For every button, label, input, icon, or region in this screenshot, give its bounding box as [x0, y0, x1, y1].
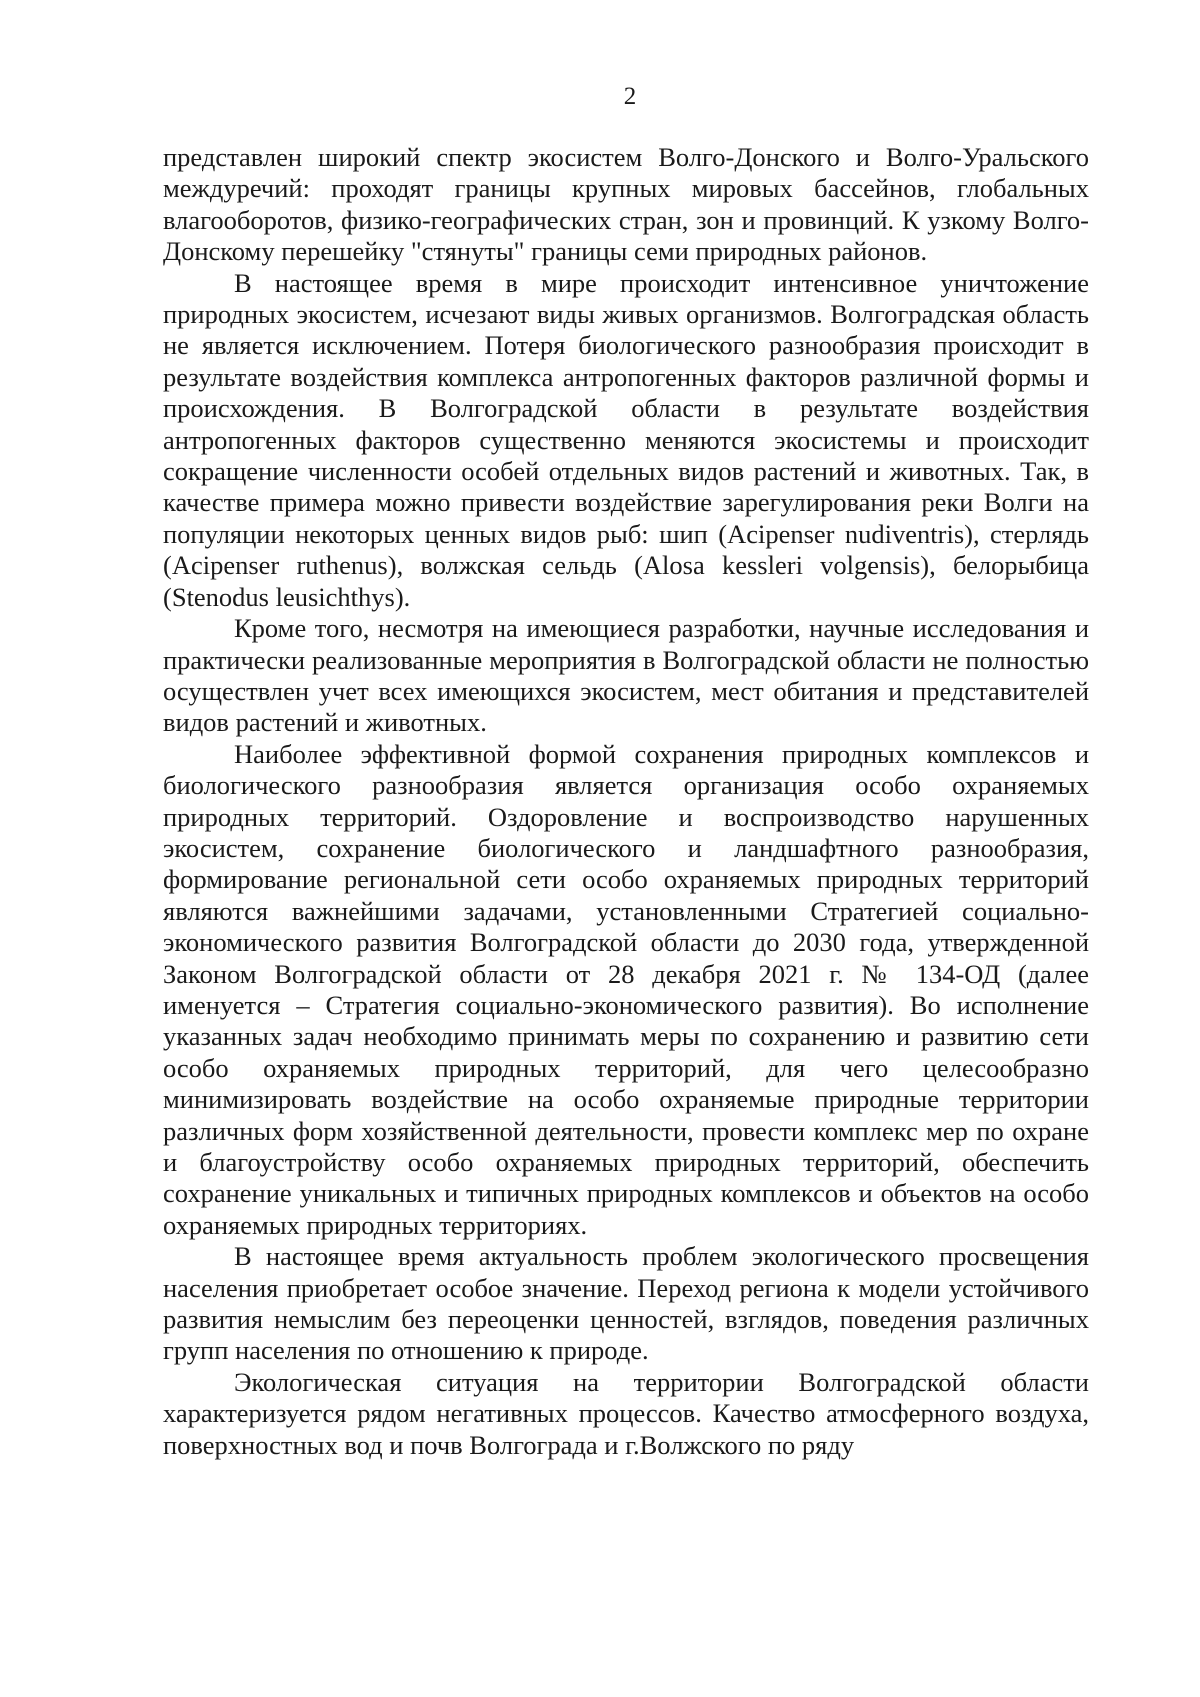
paragraph-ecosystem-loss: В настоящее время в мире происходит интенсивное уничтожение природных экосистем, исчезают виды живых организмов. Волгоградская область не является исключением. Потеря биологического разнообразия происходит в результате воздействия комплекса антропогенных факторов различной формы и происхождения. В Волгоградской области в результате воздействия антропогенных факторов существенно меняются экосистемы и происходит сокращение численности особей отдельных видов растений и животных. Так, в качестве примера можно привести воздействие зарегулирования реки Волги на популяции некоторых ценных видов рыб: шип (Acipenser nudiventris), стерлядь (Acipenser ruthenus), волжская сельдь (Alosa kessleri volgensis), белорыбица (Stenodus leusichthys).	[163, 267, 1089, 612]
document-body	[163, 142, 1089, 1461]
paragraph-ecosystem-accounting: Кроме того, несмотря на имеющиеся разработки, научные исследования и практически реализованные мероприятия в Волгоградской области не полностью осуществлен учет всех имеющихся экосистем, мест обитания и представителей видов растений и животных.	[163, 613, 1089, 738]
paragraph-ecological-education: В настоящее время актуальность проблем экологического просвещения населения приобретает особое значение. Переход региона к модели устойчивого развития немыслим без переоценки ценностей, взглядов, поведения различных групп населения по отношению к природе.	[163, 1241, 1089, 1366]
paragraph-ecological-situation: Экологическая ситуация на территории Волгоградской области характеризуется рядом негативных процессов. Качество атмосферного воздуха, поверхностных вод и почв Волгограда и г.Волжского по ряду	[163, 1366, 1089, 1460]
paragraph-intro-continuation: представлен широкий спектр экосистем Волго-Донского и Волго-Уральского междуречий: проходят границы крупных мировых бассейнов, глобальных влагооборотов, физико-географических стран, зон и провинций. К узкому Волго-Донскому перешейку "стянуты" границы семи природных районов.	[163, 142, 1089, 267]
paragraph-protected-territories: Наиболее эффективной формой сохранения природных комплексов и биологического разнообразия является организация особо охраняемых природных территорий. Оздоровление и воспроизводство нарушенных экосистем, сохранение биологического и ландшафтного разнообразия, формирование региональной сети особо охраняемых природных территорий являются важнейшими задачами, установленными Стратегией социально-экономического развития Волгоградской области до 2030 года, утвержденной Законом Волгоградской области от 28 декабря 2021 г. № 134-ОД (далее именуется – Стратегия социально-экономического развития). Во исполнение указанных задач необходимо принимать меры по сохранению и развитию сети особо охраняемых природных территорий, для чего целесообразно минимизировать воздействие на особо охраняемые природные территории различных форм хозяйственной деятельности, провести комплекс мер по охране и благоустройству особо охраняемых природных территорий, обеспечить сохранение уникальных и типичных природных комплексов и объектов на особо охраняемых природных территориях.	[163, 738, 1089, 1240]
page-number: 2	[623, 83, 637, 110]
